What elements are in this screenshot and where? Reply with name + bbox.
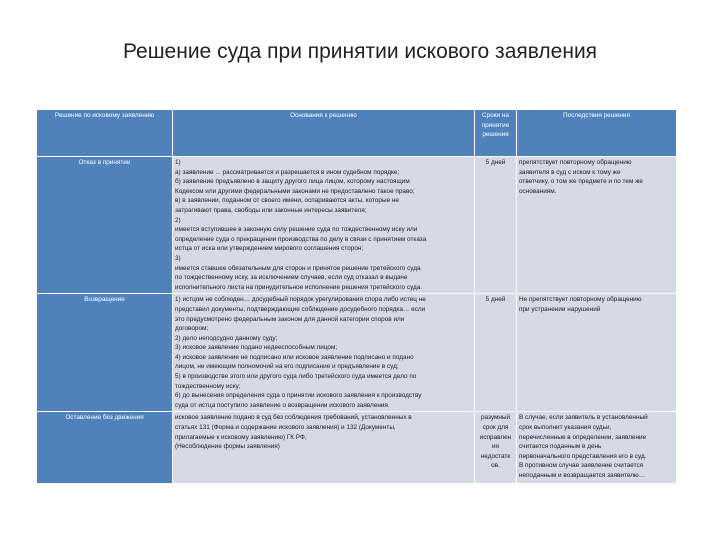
header-decision: Решение по исковому заявлению — [37, 110, 173, 157]
consequences-line: перечисленные в определении, заявление — [519, 433, 647, 441]
consequences-cell — [517, 412, 677, 484]
grounds-line: б) заявление предъявлено в защиту другого лица лицом, которому настоящим — [175, 178, 410, 186]
grounds-line: представил документы, подтверждающие соблюдение досудебного порядка… если — [175, 305, 426, 313]
consequences-line: Не препятствует повторному обращению — [519, 296, 642, 304]
consequences-line: В случае, если заявитель в установленный — [519, 414, 648, 422]
term-line: недостатк — [480, 452, 511, 460]
grounds-line: в) в заявлении, поданном от своего имени, оспариваются акты, которые не — [175, 197, 399, 205]
grounds-line: суда от истца поступило заявление о возвращении искового заявления. — [175, 401, 390, 409]
grounds-line: 1) — [175, 159, 181, 166]
term-cell — [475, 157, 517, 294]
grounds-line: определение суда о прекращении производства по делу в связи с принятием отказа — [175, 235, 427, 243]
grounds-line: затрагивают права, свободы или законные интересы заявителя; — [175, 206, 367, 214]
consequences-line: при устранении нарушений — [519, 305, 601, 313]
grounds-cell — [173, 412, 475, 484]
decision-cell: Оставление без движения — [37, 412, 173, 484]
header-consequences: Последствия решения — [517, 110, 677, 157]
slide-title: Решение суда при принятии искового заявления — [122, 40, 598, 63]
grounds-line: прилагаемые к исковому заявлению) ГК РФ, — [175, 433, 307, 441]
table-row-refusal — [37, 157, 677, 294]
consequences-line: препятствует повторному обращению — [519, 159, 632, 166]
header-row — [37, 110, 677, 157]
header-term-line: Сроки на — [482, 112, 509, 119]
grounds-line: исполнительного листа на принудительное исполнение решения третейского суда. — [175, 283, 423, 291]
consequences-line: неподанным и возвращается заявителю… — [519, 472, 646, 479]
consequences-cell — [517, 294, 677, 412]
grounds-line: статьях 131 (Форма и содержание искового заявления) и 132 (Документы, — [175, 424, 396, 432]
grounds-line: по тождественному иску, за исключением случаев, если суд отказал в выдаче — [175, 274, 408, 282]
grounds-line: исковое заявление подано в суд без соблюдения требований, установленных в — [175, 414, 412, 422]
grounds-line: это предусмотрено федеральным законом для данной категории споров или — [175, 315, 405, 323]
term-line: 5 дней — [485, 296, 506, 304]
term-line: ия — [491, 443, 500, 451]
consequences-line: первоначального представления его в суд. — [519, 452, 647, 460]
decision-cell: Возвращение — [37, 294, 173, 412]
consequences-cell — [517, 157, 677, 294]
grounds-cell — [173, 294, 475, 412]
consequences-line: заявителя в суд с иском к тому же — [519, 168, 621, 176]
grounds-line: 3) исковое заявление подано недееспособным лицом; — [175, 344, 338, 352]
grounds-line: (Несоблюдение формы заявления) — [175, 443, 280, 451]
term-cell — [475, 294, 517, 412]
consequences-line: срок выполнит указания судьи, — [519, 424, 612, 432]
table-row-return — [37, 294, 677, 412]
grounds-line: 5) в производстве этого или другого суда либо третейского суда имеется дело по — [175, 373, 417, 381]
grounds-line: имеется вступившее в законную силу решение суда по тождественному иску или — [175, 226, 418, 234]
header-term-line: решения — [482, 131, 509, 139]
table-row-leave-without-motion — [37, 412, 677, 484]
header-term-line: принятие — [481, 121, 510, 129]
header-term — [475, 110, 517, 157]
grounds-line: 1) истцом не соблюден… досудебный порядок урегулирования спора либо истец не — [175, 296, 426, 304]
grounds-line: 4) исковое заявление не подписано или исковое заявление подписано и подано — [175, 353, 414, 361]
term-line: ов. — [491, 462, 500, 470]
term-line: исправлен — [479, 433, 512, 441]
grounds-line: 2) — [175, 216, 181, 224]
consequences-line: считается поданным в день — [519, 443, 602, 451]
term-line: срок для — [482, 424, 509, 432]
grounds-line: имеется ставшее обязательным для сторон и принятое решение третейского суда — [175, 264, 421, 272]
grounds-line: лицом, не имеющим полномочий на его подписание и предъявление в суд; — [175, 363, 399, 371]
court-decision-table — [36, 109, 677, 484]
grounds-line: истца от иска или утверждением мирового соглашения сторон; — [175, 245, 364, 253]
consequences-line: ответчику, о том же предмете и по тем же — [519, 178, 643, 186]
decision-cell: Отказ в принятии — [37, 157, 173, 294]
grounds-line: 3) — [175, 254, 181, 262]
consequences-line: основаниям. — [519, 187, 557, 195]
grounds-line: Кодексом или другими федеральными законами не предоставлено такое право; — [175, 187, 415, 195]
term-cell — [475, 412, 517, 484]
grounds-line: тождественному иску; — [175, 382, 241, 390]
grounds-line: 2) дело неподсудно данному суду; — [175, 334, 278, 342]
grounds-line: а) заявление ... рассматривается и разрешается в ином судебном порядке; — [175, 168, 400, 176]
consequences-line: В противном случае заявление считается — [519, 462, 644, 470]
grounds-line: договором; — [175, 325, 209, 333]
term-line: разумный — [480, 414, 511, 422]
header-grounds: Основания к решению — [173, 110, 475, 157]
grounds-line: 6) до вынесения определения суда о принятии искового заявления к производству — [175, 392, 422, 400]
term-line: 5 дней — [485, 159, 506, 166]
grounds-cell — [173, 157, 475, 294]
